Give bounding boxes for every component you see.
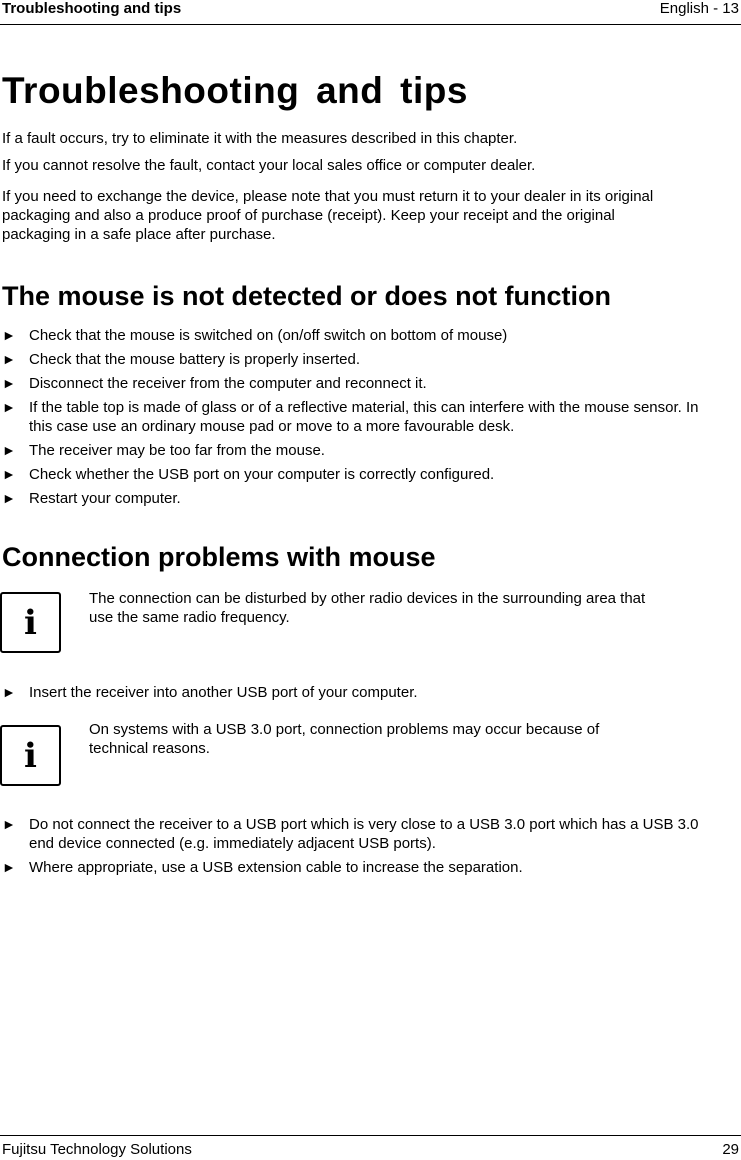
- header-page-label: English - 13: [659, 0, 739, 17]
- footer-company: Fujitsu Technology Solutions: [2, 1141, 192, 1158]
- section-title-connection-problems: Connection problems with mouse: [2, 542, 436, 572]
- info-glyph: i: [24, 735, 37, 776]
- info-note-usb3: On systems with a USB 3.0 port, connection problems may occur because of technical reasons.: [89, 721, 600, 757]
- list-item-text: If the table top is made of glass or of a reflective material, this can interfere with the mouse sensor. In this case use an ordinary mouse pad or move to a more favourable desk.: [29, 399, 699, 435]
- list-item: [2, 489, 722, 508]
- page-footer: [0, 1135, 741, 1160]
- intro-paragraph-2: If you cannot resolve the fault, contact your local sales office or computer dealer.: [2, 157, 536, 174]
- list-item-text: Do not connect the receiver to a USB port which is very close to a USB 3.0 port which has a USB 3.0 end device connected (e.g. immediately adjacent USB ports).: [29, 816, 699, 852]
- bullet-arrow-icon: ►: [2, 490, 16, 506]
- page-header: [0, 0, 741, 25]
- list-item-text: Restart your computer.: [29, 490, 181, 507]
- info-glyph: i: [24, 602, 37, 643]
- list-item-text: Check that the mouse battery is properly inserted.: [29, 351, 360, 368]
- list-item: [2, 374, 722, 393]
- mouse-checklist: [2, 326, 722, 513]
- page-title: Troubleshooting and tips: [2, 70, 468, 111]
- bullet-arrow-icon: ►: [2, 684, 16, 700]
- list-item-text: The receiver may be too far from the mouse.: [29, 442, 325, 459]
- bullet-arrow-icon: ►: [2, 351, 16, 367]
- info-icon: [0, 592, 61, 653]
- info-icon: [0, 725, 61, 786]
- list-item: [2, 815, 717, 853]
- list-item: [2, 398, 722, 436]
- usb-port-checklist: [2, 683, 722, 707]
- bullet-arrow-icon: ►: [2, 399, 16, 415]
- bullet-arrow-icon: ►: [2, 442, 16, 458]
- bullet-arrow-icon: ►: [2, 375, 16, 391]
- bullet-arrow-icon: ►: [2, 816, 16, 832]
- list-item-text: Check whether the USB port on your computer is correctly configured.: [29, 466, 495, 483]
- list-item-text: Insert the receiver into another USB port of your computer.: [29, 684, 418, 701]
- list-item: [2, 350, 722, 369]
- list-item: [2, 326, 722, 345]
- list-item-text: Disconnect the receiver from the computer and reconnect it.: [29, 375, 427, 392]
- list-item: [2, 858, 717, 877]
- info-note-radio-interference: The connection can be disturbed by other radio devices in the surrounding area that use the same radio frequency.: [89, 590, 646, 626]
- bullet-arrow-icon: ►: [2, 859, 16, 875]
- list-item-text: Check that the mouse is switched on (on/off switch on bottom of mouse): [29, 327, 508, 344]
- intro-paragraph-3: If you need to exchange the device, please note that you must return it to your dealer in its original packaging and also a produce proof of purchase (receipt). Keep your receipt and the original packaging in a safe place after purchase.: [2, 188, 654, 243]
- usb3-checklist: [2, 815, 717, 882]
- bullet-arrow-icon: ►: [2, 466, 16, 482]
- list-item: [2, 441, 722, 460]
- footer-page-number: 29: [722, 1141, 739, 1158]
- list-item: [2, 683, 722, 702]
- section-title-mouse-not-detected: The mouse is not detected or does not function: [2, 281, 612, 311]
- intro-paragraph-1: If a fault occurs, try to eliminate it with the measures described in this chapter.: [2, 130, 518, 147]
- bullet-arrow-icon: ►: [2, 327, 16, 343]
- header-title: Troubleshooting and tips: [2, 0, 182, 17]
- list-item-text: Where appropriate, use a USB extension cable to increase the separation.: [29, 859, 523, 876]
- list-item: [2, 465, 722, 484]
